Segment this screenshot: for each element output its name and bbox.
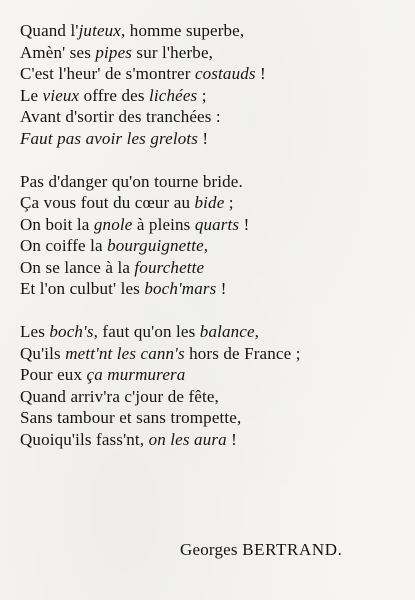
author-first-name: Georges xyxy=(180,540,238,559)
italic-text: costauds xyxy=(194,64,256,83)
poem-line xyxy=(20,106,400,128)
roman-text: Quand arriv'ra c'jour de fête, xyxy=(20,386,219,406)
roman-text: ! xyxy=(255,64,266,83)
roman-text: ! xyxy=(239,214,250,234)
roman-text: Pour eux xyxy=(20,365,87,384)
roman-text: ! xyxy=(226,429,237,449)
roman-text: On se lance à la xyxy=(20,257,135,277)
roman-text: Ça vous fout du cœur au xyxy=(20,193,195,212)
roman-text: , faut qu'on les xyxy=(93,322,200,341)
poem-line xyxy=(20,429,400,451)
poem-line xyxy=(20,171,400,193)
poem-line xyxy=(20,407,400,429)
italic-text: on les aura xyxy=(148,429,227,449)
poem-line xyxy=(20,42,400,64)
stanza xyxy=(20,20,400,149)
roman-text: hors de France ; xyxy=(184,343,301,363)
roman-text: Et l'on culbut' les xyxy=(20,279,145,298)
poem-line xyxy=(20,257,400,279)
roman-text: à pleins xyxy=(132,214,195,234)
roman-text: Sans tambour et sans trompette, xyxy=(20,408,242,427)
italic-text: quarts xyxy=(194,214,240,234)
roman-text: C'est l'heur' de s'montrer xyxy=(20,64,195,83)
roman-text: sur l'herbe, xyxy=(132,42,214,62)
roman-text: Avant d'sortir des tranchées : xyxy=(20,107,221,126)
italic-text: bide xyxy=(194,193,225,212)
poem-line xyxy=(20,214,400,236)
poem-line xyxy=(20,278,400,300)
poem-line xyxy=(20,85,400,107)
poem-line xyxy=(20,386,400,408)
roman-text: Quand l' xyxy=(20,21,79,40)
poem-line xyxy=(20,235,400,257)
roman-text: Amèn' ses xyxy=(20,42,96,62)
italic-text: juteux xyxy=(78,21,121,40)
roman-text: ! xyxy=(216,279,227,298)
italic-text: ça murmurera xyxy=(86,365,186,384)
italic-text: pipes xyxy=(95,42,133,62)
roman-text: ; xyxy=(224,193,234,212)
poem-line xyxy=(20,20,400,42)
stanza xyxy=(20,171,400,300)
roman-text: Le xyxy=(20,85,43,105)
poem-text xyxy=(20,20,400,472)
roman-text: Les xyxy=(20,322,50,341)
author-signature xyxy=(180,540,342,560)
italic-text: gnole xyxy=(93,214,133,234)
poem-line xyxy=(20,364,400,386)
roman-text: On boit la xyxy=(20,214,94,234)
roman-text: On coiffe la xyxy=(20,236,108,255)
italic-text: bourguignette, xyxy=(107,236,209,255)
poem-line xyxy=(20,321,400,343)
poem-line xyxy=(20,192,400,214)
roman-text: offre des xyxy=(79,85,150,105)
italic-text: lichées xyxy=(149,85,198,105)
italic-text: mett'nt les cann's xyxy=(65,343,185,363)
roman-text: , homme superbe, xyxy=(121,21,245,40)
roman-text: Quoiqu'ils fass'nt, xyxy=(20,429,149,449)
poem-line xyxy=(20,343,400,365)
roman-text: ; xyxy=(197,85,207,105)
italic-text: balance, xyxy=(199,322,260,341)
roman-text: Pas d'danger qu'on tourne bride. xyxy=(20,171,243,191)
italic-text: vieux xyxy=(42,85,80,105)
italic-text: boch'mars xyxy=(144,279,217,298)
italic-text: Faut pas avoir les grelots xyxy=(20,128,198,148)
italic-text: boch's xyxy=(49,322,94,341)
stanza xyxy=(20,321,400,450)
poem-line xyxy=(20,128,400,150)
roman-text: ! xyxy=(197,128,209,148)
author-surname: BERTRAND. xyxy=(242,540,343,559)
roman-text: Qu'ils xyxy=(20,343,66,363)
italic-text: fourchette xyxy=(134,257,205,277)
poem-line xyxy=(20,63,400,85)
